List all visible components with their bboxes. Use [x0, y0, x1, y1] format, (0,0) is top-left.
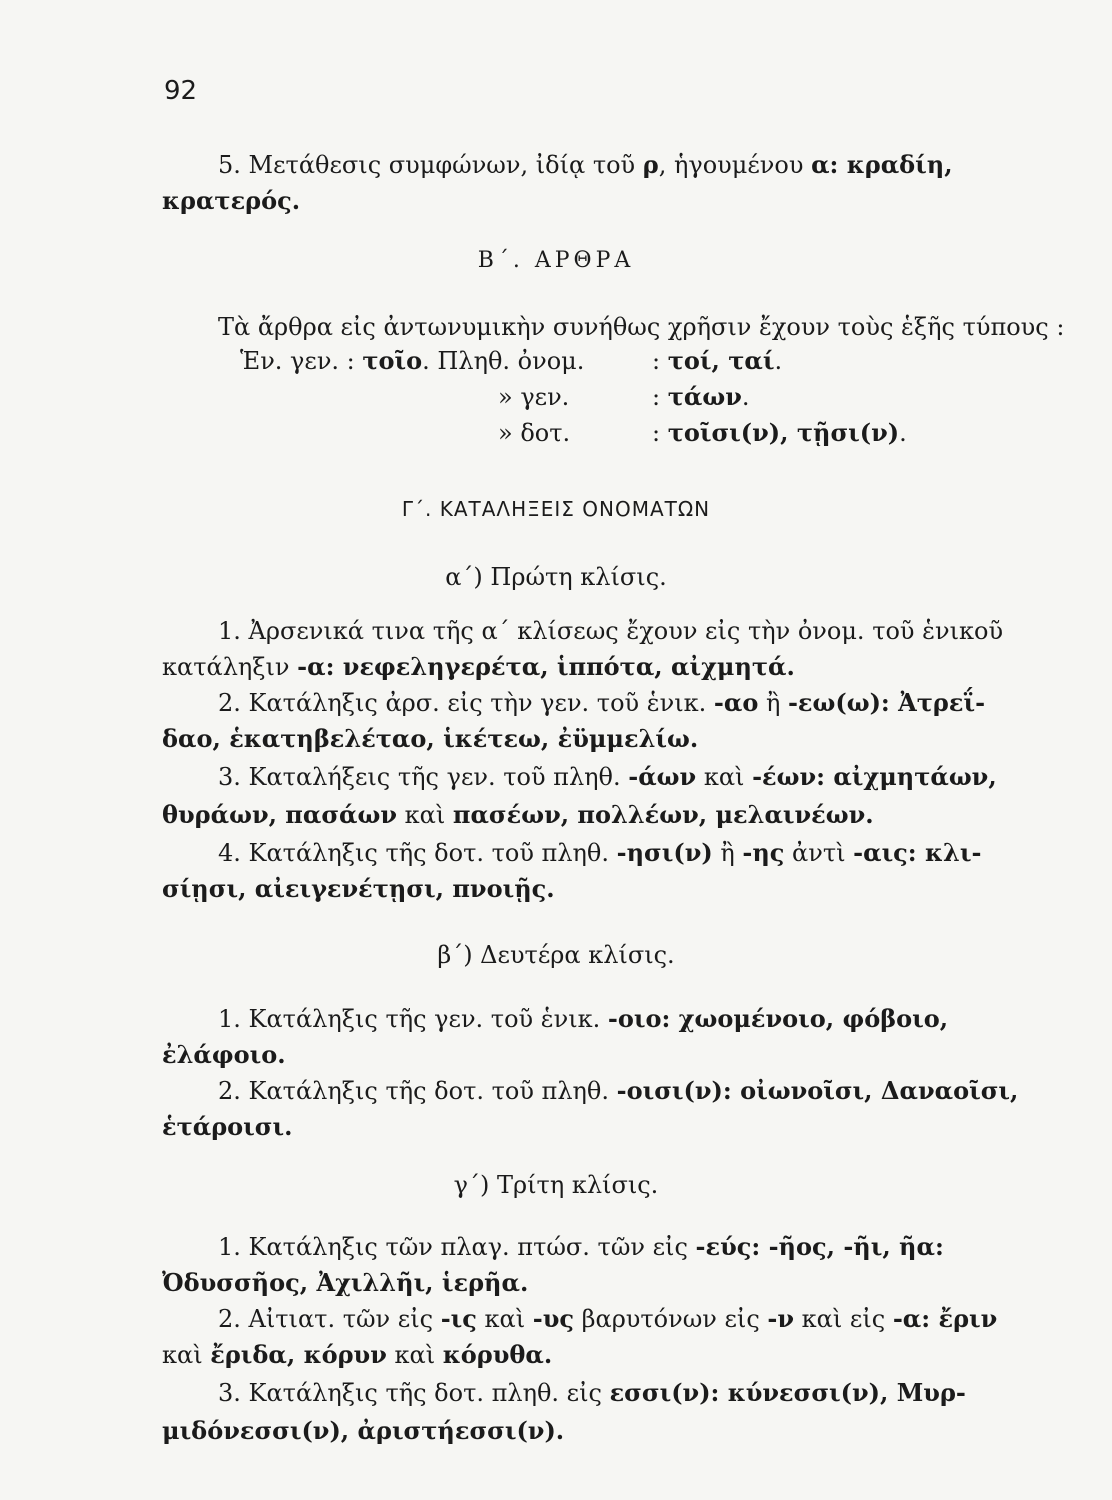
text-segment: κατάληξιν	[162, 653, 298, 681]
bold-segment: -οισι(ν): οἰωνοῖσι, Δαναοῖσι,	[616, 1076, 1019, 1105]
third-decl-item-1-line-2	[162, 1268, 528, 1298]
bold-segment: -οιο: χωομένοιο, φόβοιο,	[607, 1004, 949, 1033]
bold-segment: μιδόνεσσι(ν), ἀριστήεσσι(ν).	[162, 1416, 565, 1445]
first-decl-item-4-line-1	[218, 838, 981, 868]
text-segment: .	[741, 383, 750, 411]
bold-segment: εσσι(ν): κύνεσσι(ν), Μυρ-	[609, 1378, 966, 1407]
first-decl-item-2-line-1	[218, 688, 985, 718]
text-segment: :	[652, 347, 668, 375]
second-declension-title: β΄) Δευτέρα κλίσις.	[437, 941, 675, 969]
text-segment: 1. Κατάληξις τῆς γεν. τοῦ ἑνικ.	[218, 1005, 608, 1033]
bold-segment: θυράων, πασάων	[162, 800, 398, 829]
bold-segment: πασέων, πολλέων, μελαινέων.	[452, 800, 874, 829]
text-segment: καὶ εἰς	[794, 1305, 893, 1333]
bold-segment: -α: νεφεληγερέτα, ἱππότα, αἰχμητά.	[297, 652, 795, 681]
first-declension-title: α΄) Πρώτη κλίσις.	[445, 563, 667, 591]
bold-segment: -εύς: -ῆος, -ῆι, ῆα:	[695, 1232, 944, 1261]
second-decl-item-2-line-1	[218, 1076, 1018, 1106]
bold-segment: τοῖο	[362, 346, 423, 375]
bold-segment: ρ	[642, 150, 659, 179]
first-decl-item-3-line-2	[162, 800, 874, 830]
bold-segment: τοί, ταί	[667, 346, 775, 375]
bold-segment: -ης	[742, 838, 785, 867]
text-segment: » γεν.	[498, 383, 570, 411]
first-decl-item-1-line-2	[162, 652, 795, 682]
text-segment: » δοτ.	[498, 419, 571, 447]
bold-segment: -άων	[628, 762, 697, 791]
text-segment: καὶ	[696, 763, 753, 791]
bold-segment: τοῖσι(ν), τῇσι(ν)	[667, 418, 900, 447]
bold-segment: -εω(ω): Ἀτρεΐ-	[787, 688, 986, 717]
bold-segment: Ὀδυσσῆος, Ἀχιλλῆι, ἱερῆα.	[162, 1268, 529, 1297]
text-segment: :	[652, 419, 668, 447]
third-decl-item-3-line-1	[218, 1378, 966, 1408]
third-declension-title: γ΄) Τρίτη κλίσις.	[453, 1171, 659, 1199]
bold-segment: κόρυθα.	[442, 1340, 553, 1369]
text-segment: .	[899, 419, 907, 447]
text-segment: Ἑν. γεν. :	[240, 347, 363, 375]
text-segment: καὶ	[476, 1305, 533, 1333]
bold-segment: δαο, ἑκατηβελέταο, ἱκέτεω, ἐϋμμελίω.	[162, 724, 699, 753]
second-decl-item-1-line-2	[162, 1040, 286, 1070]
text-segment: 3. Κατάληξις τῆς δοτ. πληθ. εἰς	[218, 1379, 610, 1407]
third-decl-item-1-line-1	[218, 1232, 944, 1262]
text-segment: 1. Κατάληξις τῶν πλαγ. πτώσ. τῶν εἰς	[218, 1233, 696, 1261]
text-segment: ἢ	[758, 689, 788, 717]
bold-segment: -αο	[713, 688, 759, 717]
first-decl-item-2-line-2	[162, 724, 698, 754]
second-decl-item-1-line-1	[218, 1004, 948, 1034]
consonant-metathesis-line-1	[218, 150, 953, 180]
bold-segment: κρατερός.	[162, 186, 301, 215]
second-decl-item-2-line-2	[162, 1112, 292, 1142]
bold-segment: ἔριδα, κόρυν	[210, 1340, 387, 1369]
bold-segment: -α: ἔριν	[892, 1304, 998, 1333]
text-segment: καὶ	[397, 801, 453, 829]
section-c-title: Γ΄. ΚΑΤΑΛΗΞΕΙΣ ΟΝΟΜΑΤΩΝ	[401, 497, 711, 521]
bold-segment: ἑτάροισι.	[162, 1112, 293, 1141]
first-decl-item-1-line-1: 1. Ἀρσενικά τινα τῆς α΄ κλίσεως ἔχουν εἰς τὴν ὀνομ. τοῦ ἑνικοῦ	[218, 617, 1004, 645]
bold-segment: ἐλάφοιο.	[162, 1040, 286, 1069]
third-decl-item-3-line-2	[162, 1416, 564, 1446]
text-segment: 5. Μετάθεσις συμφώνων, ἰδίᾳ τοῦ	[218, 151, 643, 179]
bold-segment: σίῃσι, αἰειγενέτῃσι, πνοιῇς.	[162, 874, 555, 903]
bold-segment: -υς	[532, 1304, 574, 1333]
bold-segment: τάων	[667, 382, 742, 411]
text-segment: :	[652, 383, 668, 411]
text-segment: 2. Κατάληξις ἀρσ. εἰς τὴν γεν. τοῦ ἑνικ.	[218, 689, 714, 717]
bold-segment: -ις	[440, 1304, 477, 1333]
articles-intro: Τὰ ἄρθρα εἰς ἀντωνυμικὴν συνήθως χρῆσιν ἔχουν τοὺς ἑξῆς τύπους :	[218, 313, 1065, 341]
text-segment: 4. Κατάληξις τῆς δοτ. τοῦ πληθ.	[218, 839, 617, 867]
text-segment: καὶ	[386, 1341, 443, 1369]
page-number: 92	[164, 76, 198, 106]
text-segment: 2. Αἰτιατ. τῶν εἰς	[218, 1305, 441, 1333]
consonant-metathesis-line-2	[162, 186, 300, 216]
third-decl-item-2-line-1	[218, 1304, 997, 1334]
text-segment: . Πληθ. ὀνομ.	[422, 347, 585, 375]
section-b-title: Β΄. ΑΡΘΡΑ	[477, 248, 635, 273]
first-decl-item-4-line-2	[162, 874, 555, 904]
text-segment: ἢ	[712, 839, 743, 867]
bold-segment: -ησι(ν)	[616, 838, 713, 867]
text-segment: 3. Καταλήξεις τῆς γεν. τοῦ πληθ.	[218, 763, 629, 791]
bold-segment: α: κραδίη,	[811, 150, 953, 179]
bold-segment: -αις: κλι-	[853, 838, 982, 867]
text-segment: .	[774, 347, 783, 375]
bold-segment: -έων: αἰχμητάων,	[752, 762, 997, 791]
text-segment: 2. Κατάληξις τῆς δοτ. τοῦ πληθ.	[218, 1077, 617, 1105]
third-decl-item-2-line-2	[162, 1340, 552, 1370]
bold-segment: -ν	[767, 1304, 795, 1333]
text-segment: καὶ	[162, 1341, 211, 1369]
text-segment: ἀντὶ	[784, 839, 854, 867]
text-segment: , ἡγουμένου	[658, 151, 812, 179]
text-segment: βαρυτόνων εἰς	[573, 1305, 768, 1333]
first-decl-item-3-line-1	[218, 762, 997, 792]
